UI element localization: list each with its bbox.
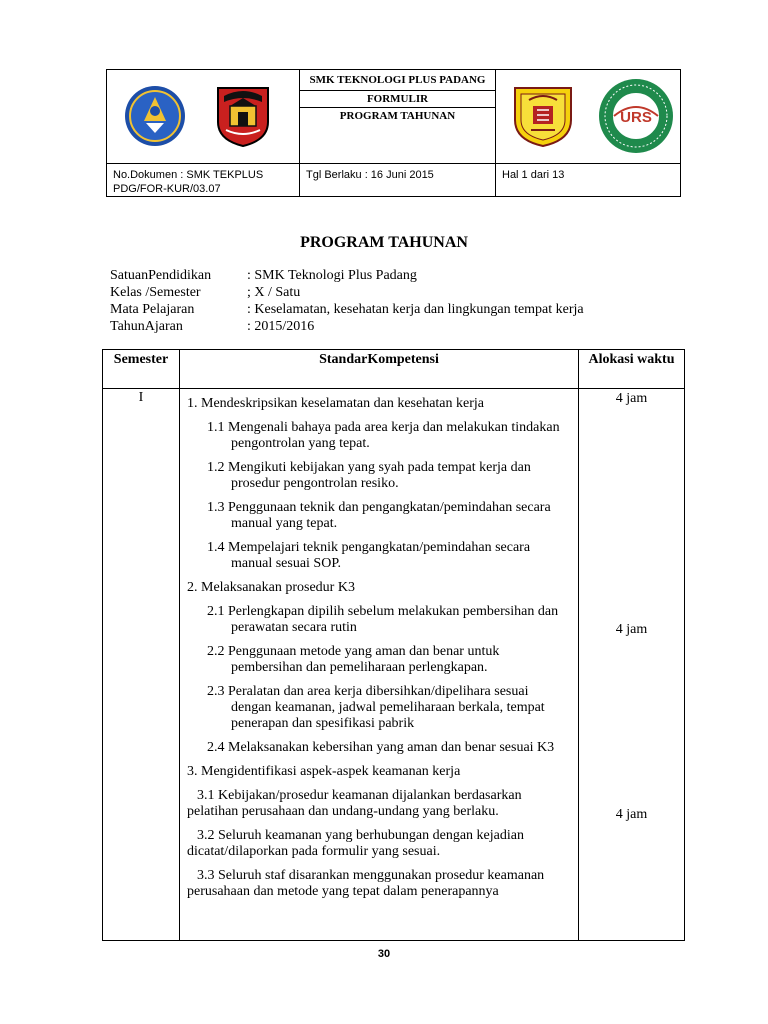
document-type: PROGRAM TAHUNAN bbox=[300, 107, 495, 124]
competency-sub-item: 1.2 Mengikuti kebijakan yang syah pada tempat kerja dan prosedur pengontrolan resiko. bbox=[207, 460, 531, 491]
doc-number-cell bbox=[107, 164, 300, 197]
identity-label: TahunAjaran bbox=[110, 319, 183, 334]
identity-row bbox=[110, 301, 584, 318]
table-header-row bbox=[103, 350, 685, 389]
identity-value: : 2015/2016 bbox=[247, 319, 315, 334]
page-info-cell bbox=[496, 164, 681, 197]
identity-block bbox=[110, 267, 584, 335]
competency-title: 3. Mengidentifikasi aspek-aspek keamanan kerja bbox=[187, 764, 461, 779]
competency-sub-item: 2.2 Penggunaan metode yang aman dan benar untuk pembersihan dan pemeliharaan perlengkapan. bbox=[207, 644, 500, 675]
table-row bbox=[103, 389, 685, 941]
annual-program-table bbox=[102, 349, 685, 941]
competency-sub-item: 1.1 Mengenali bahaya pada area kerja dan melakukan tindakan pengontrolan yang tepat. bbox=[207, 420, 560, 451]
urs-seal-text: URS bbox=[620, 109, 652, 126]
competency-sub-item: 3.1 Kebijakan/prosedur keamanan dijalankan berdasarkan pelatihan perusahaan dan undang-undang yang berlaku. bbox=[187, 788, 522, 819]
competency-sub-item: 2.4 Melaksanakan kebersihan yang aman dan benar sesuai K3 bbox=[207, 740, 555, 755]
tut-wuri-handayani-logo bbox=[124, 85, 186, 147]
identity-row bbox=[110, 318, 584, 335]
semester-cell bbox=[103, 389, 180, 941]
document-header bbox=[106, 69, 681, 197]
doc-number: No.Dokumen : SMK TEKPLUS PDG/FOR-KUR/03.07 bbox=[113, 169, 264, 195]
right-logos-cell bbox=[496, 70, 681, 164]
identity-label: SatuanPendidikan bbox=[110, 268, 212, 283]
allocation-value: 4 jam bbox=[615, 391, 648, 406]
competency-title: 1. Mendeskripsikan keselamatan dan kesehatan kerja bbox=[187, 396, 485, 411]
semester-header: Semester bbox=[103, 350, 180, 389]
competency-title: 2. Melaksanakan prosedur K3 bbox=[187, 580, 355, 595]
school-name: SMK TEKNOLOGI PLUS PADANG bbox=[309, 74, 486, 86]
header-title-cell bbox=[300, 70, 496, 164]
competency-cell bbox=[180, 389, 579, 941]
competency-header: StandarKompetensi bbox=[180, 350, 579, 389]
identity-row bbox=[110, 284, 584, 301]
identity-label: Mata Pelajaran bbox=[110, 302, 195, 317]
competency-sub-item: 2.3 Peralatan dan area kerja dibersihkan/dipelihara sesuai dengan keamanan, jadwal pemeliharaan berkala, tempat penerapan dan spesifikasi pabrik bbox=[207, 684, 545, 731]
identity-row bbox=[110, 267, 584, 284]
effective-date-cell bbox=[300, 164, 496, 197]
semester-value: I bbox=[138, 390, 144, 405]
page-info: Hal 1 dari 13 bbox=[502, 169, 565, 181]
competency-sub-item: 2.1 Perlengkapan dipilih sebelum melakukan pembersihan dan perawatan secara rutin bbox=[207, 604, 559, 635]
competency-sub-item: 3.2 Seluruh keamanan yang berhubungan dengan kejadian dicatat/dilaporkan pada formulir yang sesuai. bbox=[187, 828, 524, 859]
allocation-header: Alokasi waktu bbox=[579, 350, 685, 389]
identity-value: : Keselamatan, kesehatan kerja dan lingkungan tempat kerja bbox=[247, 302, 584, 317]
competency-sub-item: 3.3 Seluruh staf disarankan menggunakan prosedur keamanan perusahaan dan metode yang tepat dalam penerapannya bbox=[187, 868, 545, 899]
effective-date: Tgl Berlaku : 16 Juni 2015 bbox=[306, 169, 434, 181]
identity-value: : SMK Teknologi Plus Padang bbox=[247, 268, 417, 283]
page-title: PROGRAM TAHUNAN bbox=[300, 234, 468, 251]
urs-certification-seal bbox=[598, 78, 674, 154]
left-logos-cell bbox=[107, 70, 300, 164]
competency-sub-item: 1.3 Penggunaan teknik dan pengangkatan/pemindahan secara manual yang tepat. bbox=[207, 500, 551, 531]
allocation-value: 4 jam bbox=[615, 622, 648, 637]
padang-city-emblem bbox=[214, 82, 272, 148]
identity-label: Kelas /Semester bbox=[110, 285, 201, 300]
competency-sub-item: 1.4 Mempelajari teknik pengangkatan/pemindahan secara manual sesuai SOP. bbox=[207, 540, 531, 571]
page-number: 30 bbox=[377, 948, 391, 960]
school-crest-logo bbox=[511, 82, 575, 148]
allocation-value: 4 jam bbox=[615, 807, 648, 822]
form-label: FORMULIR bbox=[300, 90, 495, 107]
identity-value: ; X / Satu bbox=[247, 285, 301, 300]
allocation-cell bbox=[579, 389, 685, 941]
